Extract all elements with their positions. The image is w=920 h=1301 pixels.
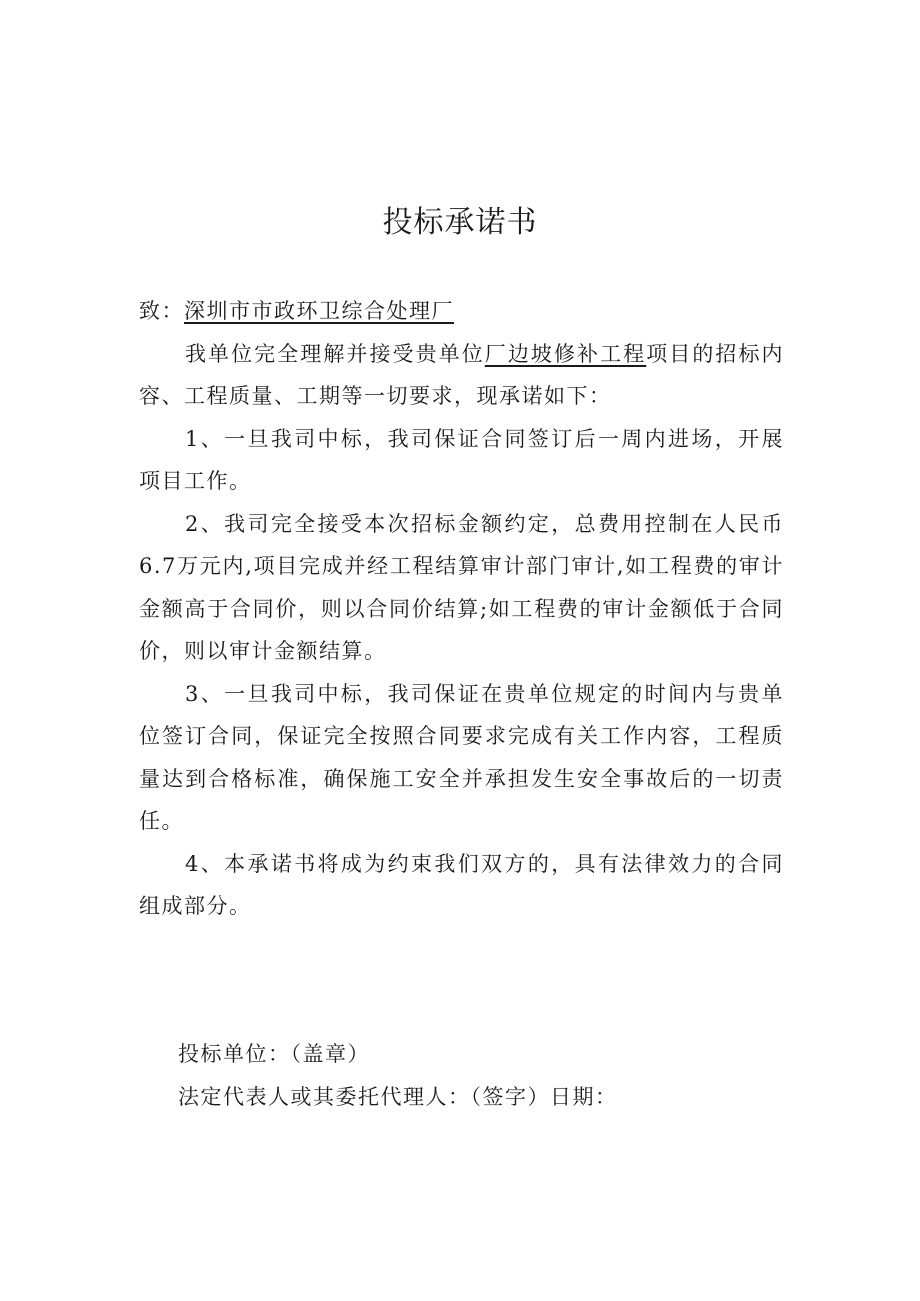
intro-paragraph <box>139 333 784 418</box>
intro-part1: 我单位完全理解并接受贵单位 <box>185 341 485 366</box>
clause-2: 2、我司完全接受本次招标金额约定，总费用控制在人民币6.7万元内,项目完成并经工程结算审计部门审计,如工程费的审计金额高于合同价，则以合同价结算;如工程费的审计金额低于合同价，则以审计金额结算。 <box>139 511 784 663</box>
clause-1: 1、一旦我司中标，我司保证合同签订后一周内进场，开展项目工作。 <box>139 426 784 493</box>
document-title: 投标承诺书 <box>382 205 538 240</box>
addressee-prefix: 致： <box>139 299 184 323</box>
intro-part2: 项目的招标内容、工程质量、工期等一切要求，现承诺如下： <box>139 341 785 408</box>
representative-signature-line: 法定代表人或其委托代理人：（签字）日期： <box>178 1085 618 1109</box>
document-body <box>139 290 784 928</box>
clause-3: 3、一旦我司中标，我司保证在贵单位规定的时间内与贵单位签订合同，保证完全按照合同要求完成有关工作内容，工程质量达到合格标准，确保施工安全并承担发生安全事故后的一切责任。 <box>139 681 784 833</box>
project-name: 厂边坡修补工程 <box>484 341 647 366</box>
addressee-line <box>139 290 784 333</box>
addressee-name: 深圳市市政环卫综合处理厂 <box>184 299 454 323</box>
clause-4: 4、本承诺书将成为约束我们双方的，具有法律效力的合同组成部分。 <box>139 851 784 918</box>
signature-block <box>178 1033 778 1119</box>
bidder-seal-line: 投标单位：（盖章） <box>178 1042 370 1066</box>
